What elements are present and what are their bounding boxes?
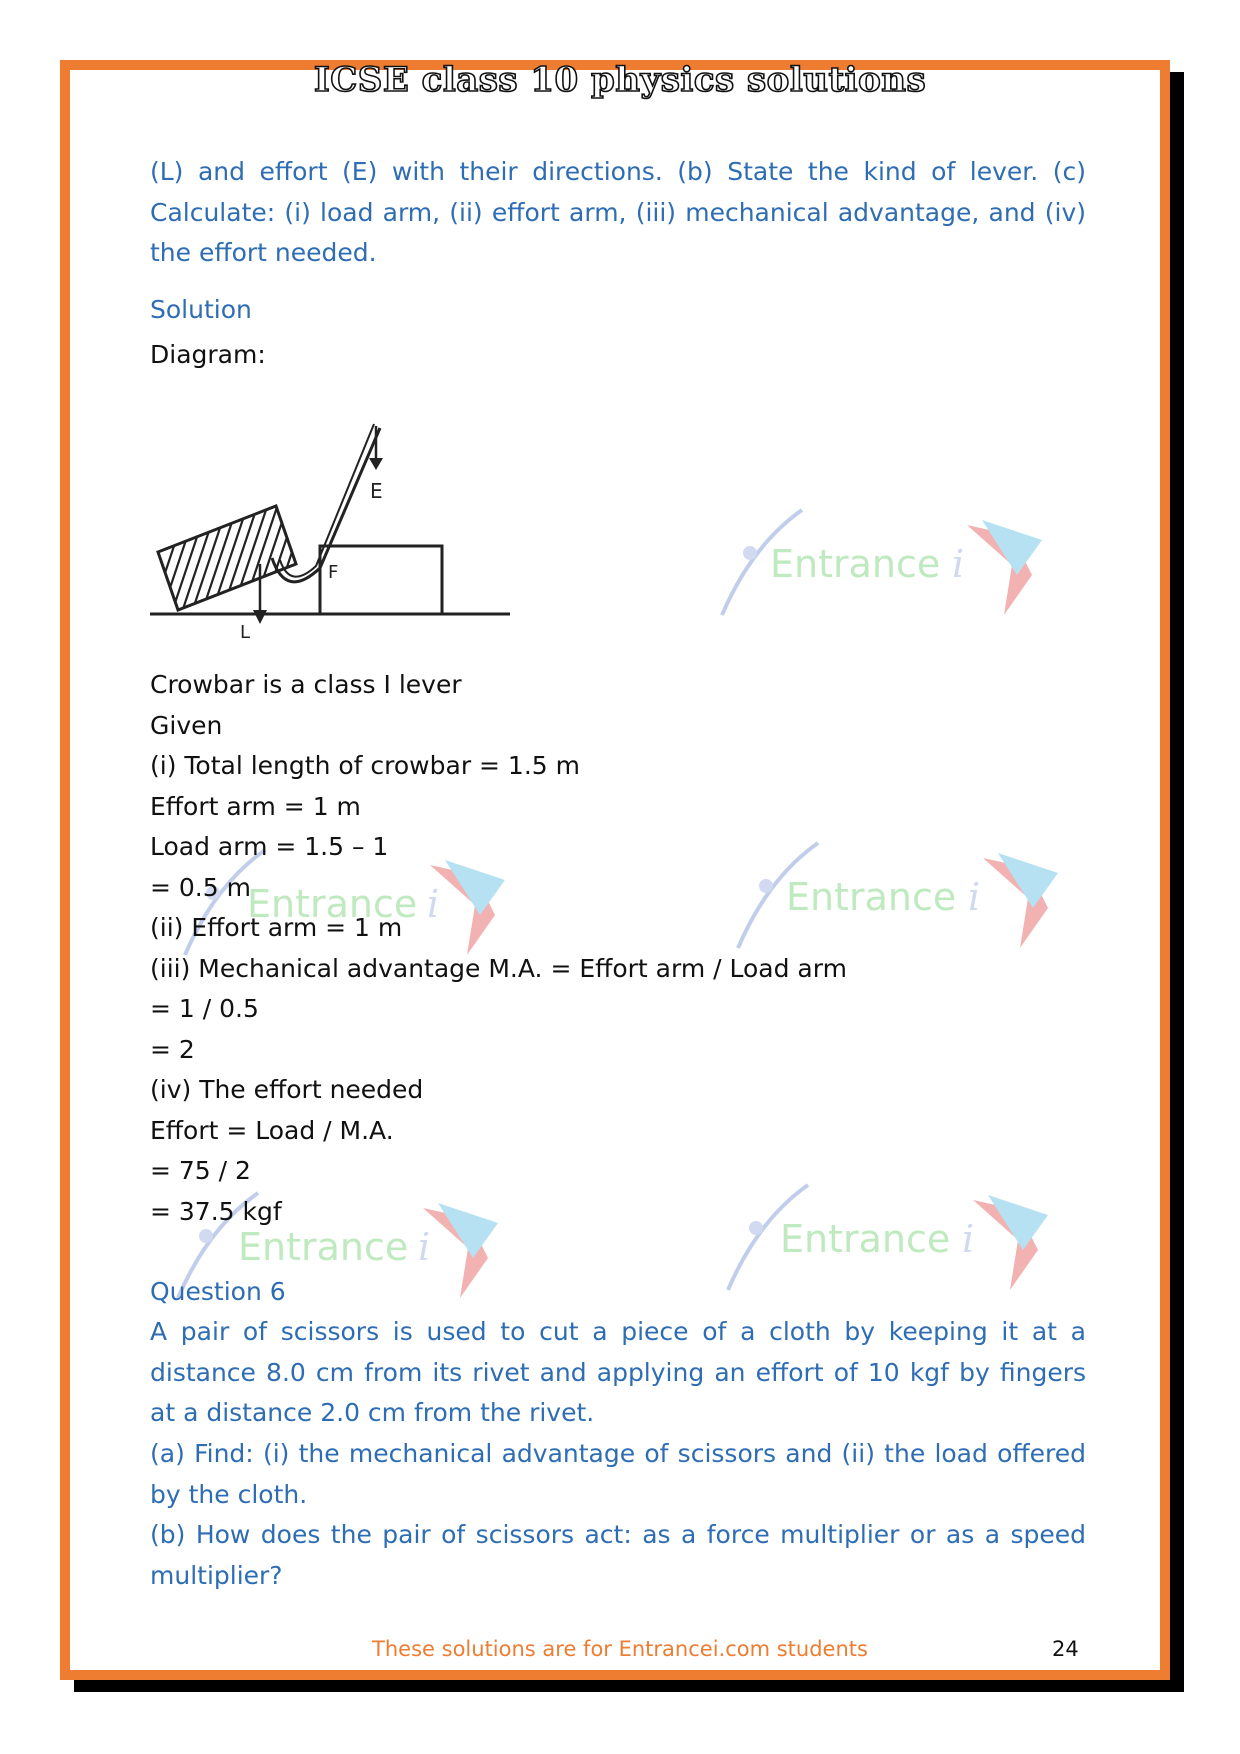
question-continued: (L) and effort (E) with their directions. (b) State the kind of lever. (c) Calculate: (i) load arm, (ii) effort arm, (iii) mechanical advantage, and (iv) the effort needed. <box>150 157 1086 267</box>
solution-line: (i) Total length of crowbar = 1.5 m <box>150 751 580 780</box>
solution-heading: Solution <box>150 295 252 324</box>
crowbar-diagram <box>150 418 535 650</box>
label-l: L <box>240 622 251 643</box>
svg-text:i: i <box>962 1217 975 1261</box>
page-title: ICSE class 10 physics solutions <box>313 60 927 100</box>
question6-heading: Question 6 <box>150 1277 286 1306</box>
solution-line: Given <box>150 710 223 740</box>
solution-line: = 0.5 m <box>150 872 251 902</box>
solution-line: = 2 <box>150 1034 195 1064</box>
load-block <box>150 498 320 618</box>
solution-line: Effort = Load / M.A. <box>150 1115 394 1145</box>
svg-text:i: i <box>952 542 965 586</box>
solution-line: (iv) The effort needed <box>150 1075 424 1104</box>
solution-line: (ii) Effort arm = 1 m <box>150 913 403 942</box>
question6-text: A pair of scissors is used to cut a piece of a cloth by keeping it at a distance 8.0 cm from its rivet and applying an effort of 10 kgf by fingers at a distance 2.0 cm from the rivet. <box>150 1317 1086 1427</box>
question6-part-a: (a) Find: (i) the mechanical advantage of scissors and (ii) the load offered by the cloth. <box>150 1439 1086 1509</box>
diagram-label: Diagram: <box>150 340 266 369</box>
solution-line: (iii) Mechanical advantage M.A. = Effort arm / Load arm <box>150 953 847 983</box>
svg-text:i: i <box>427 882 440 926</box>
label-f: F <box>328 562 339 583</box>
svg-text:Entrance: Entrance <box>238 1225 409 1269</box>
label-e: E <box>370 479 383 503</box>
svg-text:Entrance: Entrance <box>247 882 418 926</box>
solution-line: Load arm = 1.5 – 1 <box>150 832 389 861</box>
svg-text:Entrance: Entrance <box>770 542 941 586</box>
solution-line: = 75 / 2 <box>150 1156 251 1185</box>
solution-line: = 1 / 0.5 <box>150 994 259 1023</box>
svg-text:i: i <box>968 875 981 919</box>
solution-body <box>150 665 1086 1232</box>
footer-text: These solutions are for Entrancei.com students <box>372 1637 868 1661</box>
page-number: 24 <box>1052 1637 1079 1661</box>
watermark-logo <box>712 505 1052 625</box>
solution-line: = 37.5 kgf <box>150 1196 282 1226</box>
svg-text:i: i <box>418 1225 431 1269</box>
svg-text:Entrance: Entrance <box>786 875 957 919</box>
svg-text:Entrance: Entrance <box>780 1217 951 1261</box>
solution-line: Crowbar is a class I lever <box>150 670 462 699</box>
question6-part-b: (b) How does the pair of scissors act: as a force multiplier or as a speed multiplier? <box>150 1520 1086 1590</box>
solution-line: Effort arm = 1 m <box>150 791 361 821</box>
